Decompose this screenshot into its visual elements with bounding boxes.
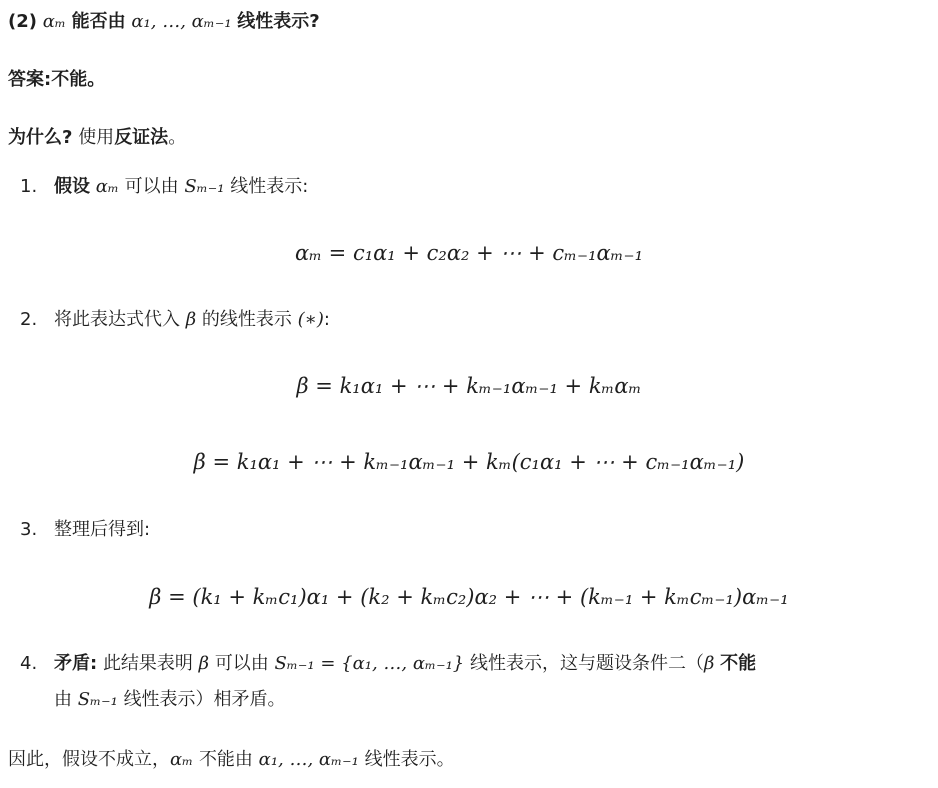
list-item-step-4 (20, 650, 930, 677)
step-text: 将此表达式代入 (54, 309, 180, 330)
question-label: (2) (8, 11, 37, 32)
math-inline: (∗) (297, 309, 324, 330)
why-label: 为什么? (8, 127, 73, 148)
answer-value: 不能。 (51, 69, 106, 90)
equation-2: β = k₁α₁ + ⋯ + kₘ₋₁αₘ₋₁ + kₘαₘ (296, 374, 642, 398)
step-text: 线性表示: (230, 176, 309, 197)
math-inline: β (185, 309, 197, 330)
equation-3: β = k₁α₁ + ⋯ + kₘ₋₁αₘ₋₁ + kₘ(c₁α₁ + ⋯ + cₘ₋₁αₘ₋₁) (193, 450, 745, 474)
list-item-step-3 (20, 516, 930, 543)
step-text: 由 (54, 689, 72, 710)
step-text: 线性表示，这与题设条件二（ (469, 653, 704, 674)
step-text: 线性表示）相矛盾。 (123, 689, 286, 710)
step-number: 4. (20, 653, 38, 674)
equation-1: αₘ = c₁α₁ + c₂α₂ + ⋯ + cₘ₋₁αₘ₋₁ (294, 241, 644, 265)
answer-line (8, 66, 930, 93)
list-item-step-1 (20, 173, 930, 200)
math-inline: Sₘ₋₁ (77, 689, 118, 710)
equation-4: β = (k₁ + kₘc₁)α₁ + (k₂ + kₘc₂)α₂ + ⋯ + (kₘ₋₁ + kₘcₘ₋₁)αₘ₋₁ (149, 585, 789, 609)
step-number: 1. (20, 176, 38, 197)
conclusion-text: 线性表示。 (364, 749, 455, 770)
why-method: 反证法 (114, 127, 169, 148)
math-inline: α₁, …, αₘ₋₁ (258, 749, 359, 770)
step-bold: 不能 (720, 653, 757, 674)
answer-label: 答案: (8, 69, 52, 90)
math-inline: Sₘ₋₁ = {α₁, …, αₘ₋₁} (274, 653, 465, 674)
math-inline: αₘ (170, 749, 194, 770)
list-item-step-4-line-2 (54, 686, 286, 713)
question-heading (8, 8, 930, 35)
math-sequence: α₁, …, αₘ₋₁ (131, 11, 232, 32)
question-text-2: 线性表示? (237, 11, 320, 32)
step-text: 此结果表明 (102, 653, 193, 674)
why-text-1: 使用 (78, 127, 115, 148)
step-text: 可以由 (214, 653, 269, 674)
conclusion-line (8, 746, 930, 773)
step-text: 可以由 (124, 176, 179, 197)
step-number: 3. (20, 519, 38, 540)
why-line (8, 124, 930, 151)
step-number: 2. (20, 309, 38, 330)
step-text: 整理后得到: (54, 519, 151, 540)
math-inline: αₘ (95, 176, 119, 197)
math-inline: β (198, 653, 210, 674)
math-alpha-m: αₘ (42, 11, 66, 32)
list-item-step-2 (20, 306, 930, 333)
question-text-1: 能否由 (71, 11, 126, 32)
math-inline: β (703, 653, 715, 674)
step-bold: 矛盾: (54, 653, 98, 674)
step-text: 的线性表示 (201, 309, 292, 330)
conclusion-text: 不能由 (198, 749, 253, 770)
step-text: : (323, 309, 330, 330)
conclusion-text: 因此，假设不成立， (8, 749, 170, 770)
math-inline: Sₘ₋₁ (184, 176, 225, 197)
step-bold: 假设 (54, 176, 90, 197)
why-text-2: 。 (168, 127, 187, 148)
